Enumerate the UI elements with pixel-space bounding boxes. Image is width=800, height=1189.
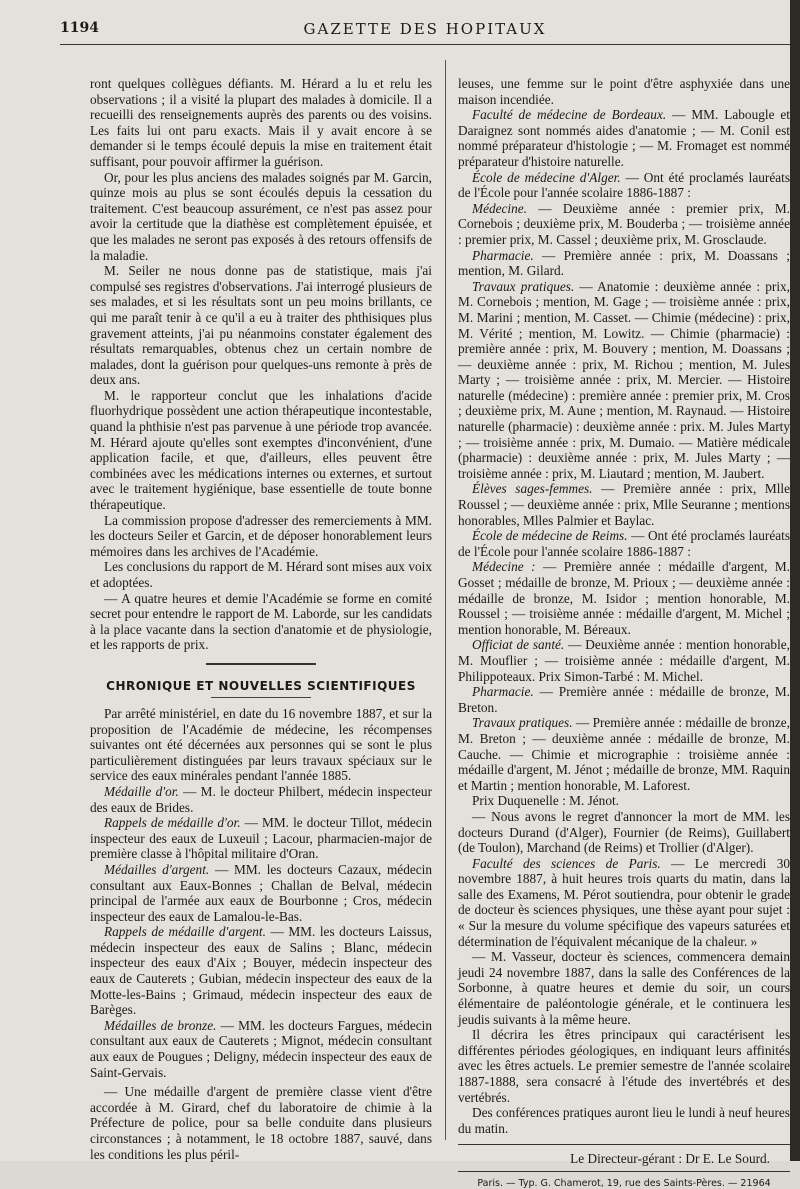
paragraph-text: — Première année : médaille d'argent, M. Gosset ; médaille de bronze, M. Prioux ; — deuxième année : médaille de bronze, M. Isidor ; mention honorable, M. Roussel ; — troisième année : médaille d'argent, M. Michel ; mention honorable, M. Béreaux.: [458, 559, 790, 637]
labeled-paragraph: [90, 784, 432, 815]
chronique-intro: Par arrêté ministériel, en date du 16 novembre 1887, et sur la proposition de l'Académie de médecine, les récompenses suivantes ont été décernées aux personnes qui se sont le plus particulièrement distinguées par leurs travaux spéciaux sur le service des eaux minérales pendant l'année 1885.: [90, 705, 432, 784]
labeled-paragraph: [458, 76, 790, 107]
paragraph-label: Médecine.: [472, 200, 527, 216]
labeled-paragraph: [458, 481, 790, 528]
paragraph-label: Rappels de médaille d'argent.: [104, 924, 266, 940]
paragraph-text: Des conférences pratiques auront lieu le lundi à neuf heures du matin.: [458, 1105, 790, 1136]
paragraph-text: — Première année : prix, Mlle Roussel ; — deuxième année : prix, Mlle Seuranne ; mentions honorables, Mlles Palmier et Baylac.: [458, 481, 790, 528]
page-number: 1194: [60, 20, 99, 36]
paragraph-text: — MM. les docteurs Cazaux, médecin consultant aux Eaux-Bonnes ; Challan de Belval, médecin principal de l'armée aux eaux de Bourbonne ; Cros, médecin inspecteur des eaux de Lamalou-le-Bas.: [90, 861, 432, 924]
section-heading: CHRONIQUE ET NOUVELLES SCIENTIFIQUES: [106, 678, 416, 693]
article-paragraph: Les conclusions du rapport de M. Hérard sont mises aux voix et adoptées.: [90, 559, 432, 590]
labeled-paragraph: [90, 1018, 432, 1080]
paragraph-text: — Ont été proclamés lauréats de l'École pour l'année scolaire 1886-1887 :: [458, 169, 790, 201]
column-divider: [445, 60, 446, 1140]
paragraph-text: — MM. Labougle et Daraignez sont nommés aides d'anatomie ; — M. Conil est nommé préparateur d'histologie ; — M. Fromaget est nommé préparateur d'histoire naturelle.: [458, 107, 790, 169]
girard-paragraph: — Une médaille d'argent de première classe vient d'être accordée à M. Girard, chef du laboratoire de chimie à la Préfecture de police, pour sa belle conduite dans plusieurs circonstances ; à notamment, le 18 octobre 1887, sauvé, dans les conditions les plus péril-: [90, 1084, 432, 1162]
article-paragraph: Or, pour les plus anciens des malades soignés par M. Garcin, quinze mois au plus se sont écoulés depuis la cessation du traitement. C'est beaucoup assurément, ce n'est pas assez pour avoir la certitude que la diathèse est complètement épuisée, et que les malades ne seront pas exposés à des retours offensifs de la maladie.: [90, 169, 432, 263]
labeled-paragraph: [90, 862, 432, 924]
labeled-paragraph: [458, 528, 790, 559]
section-heading-rule: [211, 697, 311, 698]
section-separator: [206, 663, 316, 665]
paragraph-label: Médaille d'or.: [104, 783, 179, 799]
article-paragraph: M. Seiler ne nous donne pas de statistique, mais j'ai compulsé ses registres d'observations. J'ai interrogé plusieurs de ses malades, et si les résultats sont un peu moins brillants, ce qui me paraît tenir à ce qu'il a eu à traiter des phthisiques plus gravement atteints, j'ai pu néanmoins constater également des résultats remarquables, obtenus chez un certain nombre de malades, dont la guérison pour quelques-uns remonte à près de deux ans.: [90, 263, 432, 388]
paragraph-text: — Deuxième année : premier prix, M. Cornebois ; deuxième prix, M. Bouderba ; — troisième année : premier prix, M. Cassel ; deuxième prix, M. Grosclaude.: [458, 200, 790, 247]
page-header: [60, 16, 790, 40]
paragraph-text: — Le mercredi 30 novembre 1887, à huit heures trois quarts du matin, dans la salle des Examens, M. Pérot soutiendra, pour obtenir le grade de docteur ès sciences physiques, une thèse ayant pour sujet : « Sur la mesure du volume spécifique des vapeurs saturées et détermination de l'équivalent mécanique de la chaleur. »: [458, 855, 790, 949]
labeled-paragraph: [458, 856, 790, 950]
labeled-paragraph: [458, 107, 790, 169]
article-paragraph: La commission propose d'adresser des remerciements à MM. les docteurs Seiler et Garcin, et de déposer honorablement leurs mémoires dans les archives de l'Académie.: [90, 512, 432, 559]
labeled-paragraph: [458, 1105, 790, 1136]
paragraph-label: Médailles de bronze.: [104, 1017, 217, 1033]
header-rule: [60, 44, 790, 45]
paragraph-text: — MM. les docteurs Fargues, médecin consultant aux eaux de Cauterets ; Mignot, médecin consultant aux eaux de Pougues ; Deligny, médecin inspecteur des eaux de Saint-Gervais.: [90, 1017, 432, 1080]
paragraph-text: — Deuxième année : mention honorable, M. Mouflier ; — troisième année : médaille d'argent, M. Philippoteaux. Prix Simon-Tarbé : M. Michel.: [458, 637, 790, 684]
paragraph-label: Médecine :: [472, 559, 536, 575]
paragraph-label: Travaux pratiques.: [472, 278, 575, 294]
labeled-paragraph: [458, 1027, 790, 1105]
imprint-rule: [458, 1171, 790, 1172]
footer-rule: [458, 1144, 790, 1145]
chronique-items: [90, 784, 432, 1080]
paragraph-text: — M. Vasseur, docteur ès sciences, commencera demain jeudi 24 novembre 1887, dans la salle des Conférences de la Sorbonne, à quatre heures et demie du soir, un cours élémentaire de paléontologie générale, et le continuera les jeudis suivants à la même heure.: [458, 949, 790, 1027]
paragraph-label: Travaux pratiques.: [472, 715, 573, 731]
labeled-paragraph: [90, 815, 432, 862]
labeled-paragraph: [90, 924, 432, 1018]
paragraph-label: École de médecine de Reims.: [472, 528, 628, 544]
paragraph-text: Prix Duquenelle : M. Jénot.: [472, 793, 619, 809]
paragraph-text: — Nous avons le regret d'annoncer la mort de MM. les docteurs Durand (d'Alger), Fournier (de Reims), Guillabert (de Toulon), Marchand (de Reims) et Trollier (d'Alger).: [458, 808, 790, 856]
paragraph-text: — MM. les docteurs Laissus, médecin inspecteur des eaux de Salins ; Blanc, médecin inspecteur des eaux d'Aix ; Bouyer, médecin inspecteur des eaux de Cauterets ; Gubian, médecin inspecteur des eaux de la Motte-les-Bains ; Grimaud, médecin inspecteur des eaux de Barèges.: [90, 924, 433, 1018]
article-paragraph: ront quelques collègues défiants. M. Hérard a lu et relu les observations ; il a visité la plupart des malades à domicile. Il a recueilli des renseignements auprès des parents ou des voisins. Les faits lui ont paru exacts. Mais il y avait encore à se demander si le temps écoulé depuis la mise en traitement était suffisant, pour pouvoir affirmer la guérison.: [90, 76, 432, 169]
paragraph-text: — Ont été proclamés lauréats de l'École pour l'année scolaire 1886-1887 :: [458, 528, 790, 559]
paragraph-text: — Première année : prix, M. Doassans ; mention, M. Gilard.: [458, 247, 790, 279]
labeled-paragraph: [458, 637, 790, 684]
labeled-paragraph: [458, 201, 790, 248]
paragraph-label: Médailles d'argent.: [104, 861, 210, 877]
paragraph-label: Officiat de santé.: [472, 637, 565, 653]
right-paragraphs: [458, 76, 790, 1136]
page-edge-shadow: [790, 0, 800, 1161]
imprint: Paris. — Typ. G. Chamerot, 19, rue des Saints-Pères. — 21964: [477, 1178, 771, 1189]
paragraph-label: Faculté des sciences de Paris.: [472, 855, 661, 871]
paragraph-text: — Première année : médaille de bronze, M. Breton.: [458, 684, 790, 715]
article-paragraph: — A quatre heures et demie l'Académie se forme en comité secret pour entendre le rapport de M. Laborde, sur les candidats à la place vacante dans la section d'anatomie et de physiologie, et les rapports de prix.: [90, 590, 432, 653]
paragraph-label: Élèves sages-femmes.: [472, 481, 593, 497]
labeled-paragraph: [458, 684, 790, 715]
paragraph-label: Pharmacie.: [472, 684, 534, 700]
paragraph-text: — Anatomie : deuxième année : prix, M. Cornebois ; mention, M. Gage ; — troisième année : prix, M. Marini ; mention, M. Casset. — Chimie (médecine) : prix, M. Vérité ; mention, M. Lowitz. — Chimie (pharmacie) : première année : prix, M. Bouvery ; mention, M. Doassans ; — deuxième année : prix, M. Richou ; mention, M. Jules Marty ; — troisième année : prix, M. Mercier. — Histoire naturelle (médecine) : première année : premier prix, M. Cros ; deuxième prix, M. Aune ; mention, M. Raynaud. — Histoire naturelle (pharmacie) : deuxième année : prix. M. Jules Marty ; — troisième année : prix, M. Dumaio. — Matière médicale (pharmacie) : deuxième année : prix, M. Jules Marty ; — troisième année : prix, M. Liautard ; mention, M. Jaubert.: [458, 278, 791, 481]
labeled-paragraph: [458, 248, 790, 279]
labeled-paragraph: [458, 809, 790, 856]
left-column: [90, 76, 432, 1162]
labeled-paragraph: [458, 559, 790, 637]
signature: Le Directeur-gérant : Dr E. Le Sourd.: [570, 1151, 770, 1167]
paragraph-label: École de médecine d'Alger.: [472, 169, 621, 185]
paragraph-text: — M. le docteur Philbert, médecin inspecteur des eaux de Brides.: [90, 783, 432, 815]
paragraph-label: Rappels de médaille d'or.: [104, 815, 241, 831]
paragraph-text: leuses, une femme sur le point d'être asphyxiée dans une maison incendiée.: [458, 76, 790, 107]
labeled-paragraph: [458, 279, 790, 482]
labeled-paragraph: [458, 793, 790, 809]
labeled-paragraph: [458, 170, 790, 201]
labeled-paragraph: [458, 715, 790, 793]
paragraph-text: Il décrira les êtres principaux qui caractérisent les différentes périodes géologiques, en indiquant leurs affinités avec les êtres actuels. Le premier semestre de l'année scolaire 1887-1888, sera consacré à l'étude des invertébrés et des vertébrés.: [458, 1027, 790, 1105]
paragraph-text: — MM. le docteur Tillot, médecin inspecteur des eaux de Luxeuil ; Lacour, pharmacien-major de première classe à l'hôpital militaire d'Oran.: [90, 815, 432, 862]
paragraph-label: Pharmacie.: [472, 247, 534, 263]
paragraph-label: Faculté de médecine de Bordeaux.: [472, 107, 667, 123]
running-title: GAZETTE DES HOPITAUX: [303, 20, 547, 38]
article-paragraph: M. le rapporteur conclut que les inhalations d'acide fluorhydrique possèdent une action thérapeutique incontestable, quand la phthisie n'est pas parvenue à une période trop avancée. M. Hérard ajoute qu'elles sont exemptes d'inconvénient, d'une application facile, et que, d'ailleurs, elles peuvent être combinées avec les médications internes ou externes, et surtout avec le traitement hygiénique, base essentielle de toute bonne thérapeutique.: [90, 387, 432, 513]
labeled-paragraph: [458, 949, 790, 1027]
paragraph-text: — Première année : médaille de bronze, M. Breton ; — deuxième année : médaille de bronze, M. Cauche. — Chimie et micrographie : troisième année : médaille d'argent, M. Jénot ; médaille de bronze, MM. Raquin et Martin ; mention honorable, M. Laforest.: [458, 715, 791, 793]
right-column: [458, 76, 790, 1189]
left-paragraphs: [90, 76, 432, 653]
